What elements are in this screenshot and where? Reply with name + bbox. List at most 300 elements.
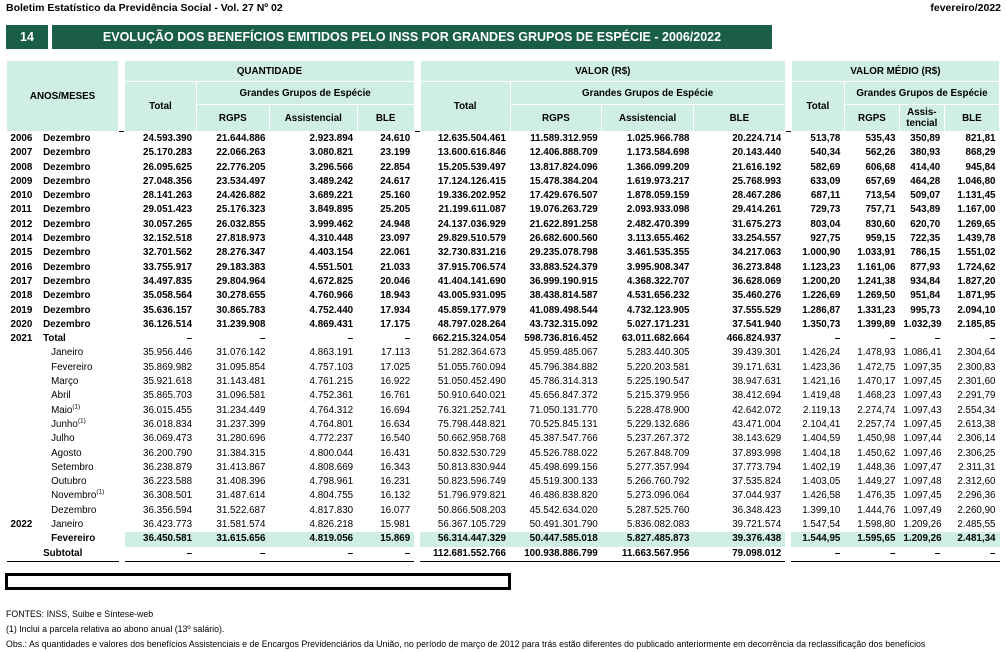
- value-cell: 43.732.315.092: [529, 318, 598, 330]
- average-cell: 2.185,85: [957, 318, 996, 330]
- quantity-cell: 25.205: [380, 204, 411, 216]
- table-row: [7, 389, 1000, 403]
- average-cell: 2.094,10: [957, 304, 996, 316]
- average-cell: 2.274,74: [857, 404, 896, 416]
- month-cell: Março: [51, 376, 79, 388]
- average-cell: 1.403,05: [802, 476, 841, 488]
- value-cell: 5.827.485.873: [602, 532, 694, 546]
- year-cell: 2016: [10, 261, 33, 273]
- value-cell: 29.414.261: [732, 204, 782, 216]
- month-cell: Dezembro: [43, 190, 91, 202]
- value-cell: 38.412.694: [732, 390, 782, 402]
- quantity-cell: 31.095.854: [216, 361, 266, 373]
- month-cell: Total: [43, 333, 66, 345]
- quantity-cell: 4.752.440: [309, 304, 354, 316]
- quantity-cell: 16.634: [380, 418, 411, 430]
- average-cell: 945,84: [965, 161, 996, 173]
- avg-rgps-header: RGPS: [844, 105, 899, 132]
- quantity-cell: 16.694: [380, 404, 411, 416]
- quantity-cell: 21.644.886: [196, 132, 269, 147]
- value-cell: 45.542.634.020: [529, 504, 598, 516]
- quantity-cell: 33.755.917: [143, 261, 193, 273]
- quantity-cell: 15.981: [380, 519, 411, 531]
- value-cell: 1.366.099.209: [626, 161, 690, 173]
- value-cell: 45.859.177.979: [437, 304, 507, 316]
- highlight-frame: [5, 573, 511, 590]
- quantity-cell: 35.869.982: [143, 361, 193, 373]
- value-cell: 4.732.123.905: [626, 304, 690, 316]
- average-cell: 803,04: [810, 218, 841, 230]
- quantity-cell: 4.808.669: [309, 461, 354, 473]
- average-cell: –: [834, 333, 841, 345]
- quantity-cell: 31.237.399: [216, 418, 266, 430]
- value-cell: 12.635.504.461: [420, 132, 510, 147]
- average-cell: 786,15: [910, 247, 941, 259]
- table-row: [7, 232, 1000, 246]
- quantity-cell: 3.849.895: [309, 204, 354, 216]
- month-cell: Agosto: [51, 447, 82, 459]
- publication-title: Boletim Estatístico da Previdência Social - Vol. 27 Nº 02: [6, 2, 283, 14]
- month-cell: Dezembro: [43, 218, 91, 230]
- month-cell: Fevereiro: [51, 533, 96, 545]
- value-cell: 33.254.557: [732, 233, 782, 245]
- quantity-cell: 3.689.221: [309, 190, 354, 202]
- quantity-cell: 35.956.446: [143, 347, 193, 359]
- table-number: 14: [6, 25, 48, 49]
- quantity-cell: –: [347, 333, 354, 345]
- value-cell: 35.460.276: [732, 290, 782, 302]
- quantity-cell: –: [404, 333, 411, 345]
- average-cell: 2.311,31: [958, 461, 996, 473]
- value-header: VALOR (R$): [420, 61, 785, 82]
- month-cell: Janeiro: [51, 347, 84, 359]
- quantity-cell: 35.921.618: [143, 376, 193, 388]
- average-cell: 868,29: [965, 147, 996, 159]
- quantity-cell: 36.356.594: [143, 504, 193, 516]
- quantity-cell: 29.183.383: [216, 261, 266, 273]
- average-cell: 1.097,45: [903, 418, 942, 430]
- month-cell: Dezembro: [43, 147, 91, 159]
- quantity-cell: 35.058.564: [143, 290, 193, 302]
- benefits-table: [6, 60, 1000, 562]
- value-cell: 50.910.640.021: [437, 390, 507, 402]
- value-cell: 11.589.312.959: [510, 132, 602, 147]
- average-cell: 722,35: [910, 233, 941, 245]
- quantity-cell: 27.818.973: [216, 233, 266, 245]
- year-cell: 2008: [10, 161, 33, 173]
- average-cell: 1.468,23: [857, 390, 896, 402]
- average-cell: 1.595,65: [844, 532, 899, 546]
- average-cell: 830,60: [865, 218, 896, 230]
- average-cell: 2.312,60: [957, 476, 996, 488]
- year-cell: [7, 532, 40, 546]
- average-cell: 1.097,44: [903, 433, 942, 445]
- average-cell: 2.104,41: [802, 418, 841, 430]
- average-cell: 1.478,93: [857, 347, 896, 359]
- table-row: [7, 218, 1000, 232]
- value-cell: 50.447.585.018: [510, 532, 602, 546]
- month-cell: Dezembro: [43, 233, 91, 245]
- average-cell: 1.598,80: [857, 519, 896, 531]
- quantity-cell: 24.948: [380, 218, 411, 230]
- year-cell: [7, 447, 40, 461]
- year-cell: 2019: [10, 304, 33, 316]
- value-cell: 29.235.078.798: [529, 247, 598, 259]
- table-row: [7, 432, 1000, 446]
- value-cell: 42.642.072: [732, 404, 782, 416]
- quantity-cell: 4.819.056: [269, 532, 357, 546]
- quantity-cell: 26.095.625: [143, 161, 193, 173]
- val-ble-header: BLE: [693, 105, 785, 132]
- table-row: [7, 375, 1000, 389]
- value-cell: 5.836.082.083: [626, 519, 690, 531]
- average-cell: 729,73: [810, 204, 841, 216]
- value-cell: 70.525.845.131: [529, 418, 598, 430]
- quantity-cell: 25.160: [380, 190, 411, 202]
- table-row: [7, 532, 1000, 546]
- quantity-cell: 23.097: [380, 233, 411, 245]
- value-cell: 3.995.908.347: [626, 261, 690, 273]
- value-cell: 28.467.286: [732, 190, 782, 202]
- average-cell: 657,69: [865, 175, 896, 187]
- year-cell: 2020: [10, 318, 33, 330]
- quantity-cell: 4.761.215: [309, 376, 354, 388]
- quantity-cell: 4.817.830: [309, 504, 354, 516]
- value-cell: 3.113.655.462: [627, 233, 690, 245]
- month-cell: Outubro: [51, 476, 87, 488]
- month-cell: Maio$^{(1)}$: [51, 403, 81, 416]
- quantity-cell: 28.141.263: [143, 190, 193, 202]
- value-cell: 50.832.530.729: [437, 447, 507, 459]
- average-cell: 1.269,65: [957, 218, 996, 230]
- average-cell: 1.000,90: [802, 247, 841, 259]
- month-cell: Dezembro: [43, 175, 91, 187]
- average-cell: 1.269,50: [857, 290, 896, 302]
- value-cell: 36.348.423: [732, 504, 782, 516]
- table-row: [7, 489, 1000, 503]
- year-cell: 2022: [10, 519, 33, 531]
- value-cell: 4.531.656.232: [626, 290, 690, 302]
- avg-value-header: VALOR MÉDIO (R$): [791, 61, 999, 82]
- value-cell: 17.429.676.507: [529, 190, 598, 202]
- qty-assist-header: Assistencial: [269, 105, 357, 132]
- quantity-cell: 36.450.581: [125, 532, 196, 546]
- average-cell: 350,89: [899, 132, 944, 147]
- quantity-cell: 2.923.894: [269, 132, 357, 147]
- value-cell: 5.277.357.994: [626, 461, 690, 473]
- year-cell: [7, 361, 40, 375]
- quantity-cell: 32.152.518: [143, 233, 193, 245]
- value-cell: 15.478.384.204: [529, 175, 598, 187]
- quantity-cell: 16.431: [380, 447, 411, 459]
- average-cell: 2.301,60: [957, 376, 996, 388]
- qty-subgroup-header: Grandes Grupos de Espécie: [196, 82, 414, 105]
- value-cell: 1.878.059.159: [626, 190, 690, 202]
- qty-ble-header: BLE: [357, 105, 414, 132]
- average-cell: 713,54: [865, 190, 896, 202]
- quantity-cell: 17.025: [380, 361, 411, 373]
- quantity-cell: 24.610: [357, 132, 414, 147]
- value-cell: 5.273.096.064: [626, 490, 690, 502]
- average-cell: 1.724,62: [957, 261, 996, 273]
- average-cell: 934,84: [910, 275, 941, 287]
- value-cell: 50.491.301.790: [529, 519, 598, 531]
- year-cell: [7, 475, 40, 489]
- value-cell: 46.486.838.820: [529, 490, 598, 502]
- avg-ble-header: BLE: [944, 105, 999, 132]
- month-cell: Novembro$^{(1)}$: [51, 489, 105, 502]
- quantity-cell: 17.175: [380, 318, 411, 330]
- quantity-cell: 24.617: [380, 175, 411, 187]
- value-cell: 71.050.131.770: [529, 404, 598, 416]
- table-row: [7, 418, 1000, 432]
- year-cell: [7, 389, 40, 403]
- quantity-cell: 31.487.614: [216, 490, 266, 502]
- value-cell: 56.314.447.329: [420, 532, 510, 546]
- footnote-marker: (1): [77, 417, 86, 425]
- average-cell: 1.419,48: [802, 390, 841, 402]
- table-row: [7, 361, 1000, 375]
- average-cell: 1.046,80: [957, 175, 996, 187]
- value-cell: 37.773.794: [732, 461, 782, 473]
- value-cell: 50.662.958.768: [437, 433, 507, 445]
- value-cell: 79.098.012: [693, 547, 785, 562]
- value-cell: 39.171.631: [732, 361, 782, 373]
- average-cell: 1.449,27: [857, 476, 896, 488]
- quantity-cell: 16.077: [380, 504, 411, 516]
- month-cell: Dezembro: [43, 204, 91, 216]
- footnote-marker: (1): [72, 403, 81, 411]
- average-cell: 1.161,06: [857, 261, 896, 273]
- average-cell: 2.260,90: [957, 504, 996, 516]
- month-cell: Julho: [51, 433, 75, 445]
- value-cell: 5.225.190.547: [626, 376, 690, 388]
- average-cell: 633,09: [810, 175, 841, 187]
- year-cell: [7, 504, 40, 518]
- average-cell: 513,78: [791, 132, 844, 147]
- value-cell: 39.721.574: [732, 519, 782, 531]
- average-cell: 1.426,24: [802, 347, 841, 359]
- month-cell: Subtotal: [39, 547, 119, 562]
- average-cell: 1.226,69: [802, 290, 841, 302]
- table-row: [7, 318, 1000, 332]
- table-row: [7, 547, 1000, 562]
- average-cell: 2.306,25: [957, 447, 996, 459]
- quantity-cell: 15.869: [357, 532, 414, 546]
- quantity-cell: 30.057.265: [143, 218, 193, 230]
- average-cell: 380,93: [910, 147, 941, 159]
- value-cell: 5.215.379.956: [626, 390, 690, 402]
- value-cell: 4.368.322.707: [626, 275, 690, 287]
- average-cell: 995,73: [910, 304, 941, 316]
- quantity-cell: 29.051.423: [143, 204, 193, 216]
- average-cell: 1.551,02: [957, 247, 996, 259]
- average-cell: 1.423,36: [802, 361, 841, 373]
- quantity-cell: 17.934: [380, 304, 411, 316]
- quantity-cell: 16.540: [380, 433, 411, 445]
- average-cell: 535,43: [844, 132, 899, 147]
- quantity-cell: 30.865.783: [216, 304, 266, 316]
- quantity-cell: 16.231: [380, 476, 411, 488]
- observation-note: Obs.: As quantidades e valores dos benefícios Assistenciais e de Encargos Previdenciários da União, no período de março de 2012 para trás estão diferentes do publicado anteriormente em decorrência da reclassificação dos benefícios: [6, 639, 926, 649]
- footnote-marker: (1): [96, 489, 105, 497]
- value-cell: 51.050.452.490: [437, 376, 507, 388]
- val-rgps-header: RGPS: [510, 105, 602, 132]
- quantity-cell: 31.076.142: [216, 347, 266, 359]
- value-cell: 36.999.190.915: [529, 275, 598, 287]
- val-assist-header: Assistencial: [602, 105, 694, 132]
- table-body: [7, 132, 1000, 562]
- quantity-cell: 4.760.966: [309, 290, 354, 302]
- average-cell: 2.300,83: [957, 361, 996, 373]
- quantity-cell: 31.096.581: [216, 390, 266, 402]
- quantity-cell: –: [269, 547, 357, 562]
- table-row: [7, 161, 1000, 175]
- value-cell: 11.663.567.956: [602, 547, 694, 562]
- month-cell: Dezembro: [43, 261, 91, 273]
- value-cell: 41.089.498.544: [529, 304, 598, 316]
- table-row: [7, 475, 1000, 489]
- value-cell: 37.915.706.574: [437, 261, 507, 273]
- value-cell: 45.387.547.766: [529, 433, 598, 445]
- table-row: [7, 504, 1000, 518]
- quantity-cell: –: [260, 333, 266, 345]
- year-cell: 2021: [10, 333, 33, 345]
- average-cell: –: [791, 547, 844, 562]
- quantity-cell: 36.423.773: [143, 519, 193, 531]
- value-cell: 5.237.267.372: [626, 433, 690, 445]
- average-cell: 1.241,38: [857, 275, 896, 287]
- month-cell: Setembro: [51, 461, 94, 473]
- average-cell: 2.291,79: [957, 390, 996, 402]
- value-cell: 45.959.485.067: [529, 347, 598, 359]
- average-cell: 1.450,98: [857, 433, 896, 445]
- quantity-cell: 4.826.218: [309, 519, 354, 531]
- value-cell: 5.283.440.305: [626, 347, 690, 359]
- year-cell: 2015: [10, 247, 33, 259]
- average-cell: 1.350,73: [802, 318, 841, 330]
- value-cell: 19.336.202.952: [437, 190, 507, 202]
- month-cell: Dezembro: [43, 290, 91, 302]
- value-cell: 5.287.525.760: [626, 504, 690, 516]
- quantity-cell: 32.701.562: [143, 247, 193, 259]
- table-row: [7, 146, 1000, 160]
- average-cell: 959,15: [865, 233, 896, 245]
- qty-total-header: Total: [125, 82, 196, 132]
- average-cell: 562,26: [865, 147, 896, 159]
- value-cell: 29.829.510.579: [437, 233, 507, 245]
- average-cell: 1.097,49: [903, 504, 942, 516]
- value-cell: 45.498.699.156: [529, 461, 598, 473]
- quantity-cell: 4.403.154: [309, 247, 354, 259]
- value-cell: 34.217.063: [732, 247, 782, 259]
- value-cell: 56.367.105.729: [437, 519, 507, 531]
- quantity-cell: 22.066.263: [216, 147, 266, 159]
- quantity-cell: 22.061: [380, 247, 411, 259]
- quantity-cell: 22.776.205: [216, 161, 266, 173]
- month-cell: Dezembro: [51, 504, 97, 516]
- quantity-cell: 36.015.455: [143, 404, 193, 416]
- year-cell: [7, 418, 40, 432]
- table-row: [7, 175, 1000, 189]
- value-cell: 12.406.888.709: [529, 147, 598, 159]
- quantity-cell: 35.865.703: [143, 390, 193, 402]
- value-cell: 37.044.937: [732, 490, 782, 502]
- average-cell: 1.097,43: [903, 404, 942, 416]
- value-cell: 15.205.539.497: [437, 161, 507, 173]
- quantity-cell: 4.863.191: [309, 347, 354, 359]
- value-cell: 37.893.998: [732, 447, 782, 459]
- quantity-cell: 36.069.473: [143, 433, 193, 445]
- value-cell: 37.535.824: [732, 476, 782, 488]
- year-cell: 2010: [10, 190, 33, 202]
- year-cell: 2014: [10, 233, 33, 245]
- quantity-cell: 22.854: [380, 161, 411, 173]
- footnotes: [6, 607, 925, 652]
- value-cell: 50.813.830.944: [437, 461, 507, 473]
- average-cell: 1.426,58: [802, 490, 841, 502]
- average-cell: 1.209,26: [899, 532, 944, 546]
- value-cell: 39.439.301: [732, 347, 782, 359]
- month-cell: Abril: [51, 390, 71, 402]
- table-row: [7, 132, 1000, 147]
- year-cell: [7, 489, 40, 503]
- average-cell: –: [889, 333, 896, 345]
- avg-assist-header: Assis- tencial: [899, 105, 944, 132]
- source-note: FONTES: INSS, Suibe e Síntese-web: [6, 609, 154, 619]
- year-cell: 2012: [10, 218, 33, 230]
- average-cell: 509,07: [910, 190, 941, 202]
- quantity-cell: 16.343: [380, 461, 411, 473]
- value-cell: 63.011.682.664: [621, 333, 690, 345]
- month-cell: Dezembro: [39, 132, 119, 147]
- average-cell: 1.472,75: [857, 361, 896, 373]
- value-cell: 38.438.814.587: [529, 290, 598, 302]
- average-cell: 1.033,91: [857, 247, 896, 259]
- publication-date: fevereiro/2022: [930, 2, 1001, 14]
- value-cell: 100.938.886.799: [510, 547, 602, 562]
- average-cell: 1.097,45: [903, 376, 942, 388]
- average-cell: 620,70: [910, 218, 941, 230]
- average-cell: 927,75: [810, 233, 841, 245]
- average-cell: 1.421,16: [802, 376, 841, 388]
- quantity-cell: 31.384.315: [216, 447, 266, 459]
- value-cell: 19.076.263.729: [529, 204, 598, 216]
- year-cell: 2017: [10, 275, 33, 287]
- value-cell: 50.823.596.749: [437, 476, 507, 488]
- month-cell: Dezembro: [43, 304, 91, 316]
- value-cell: 3.461.535.355: [626, 247, 690, 259]
- quantity-cell: 20.046: [380, 275, 411, 287]
- average-cell: 2.613,38: [957, 418, 996, 430]
- average-cell: 1.331,23: [857, 304, 896, 316]
- average-cell: 1.404,59: [802, 433, 841, 445]
- quantity-cell: 3.296.566: [309, 161, 354, 173]
- val-total-header: Total: [420, 82, 510, 132]
- average-cell: 2.306,14: [957, 433, 996, 445]
- table-row: [7, 332, 1000, 346]
- table-row: [7, 461, 1000, 475]
- average-cell: 606,68: [865, 161, 896, 173]
- quantity-cell: 4.310.448: [309, 233, 354, 245]
- value-cell: 33.883.524.379: [529, 261, 598, 273]
- value-cell: 31.675.273: [732, 218, 782, 230]
- value-cell: 45.526.788.022: [529, 447, 598, 459]
- value-cell: 45.786.314.313: [529, 376, 598, 388]
- average-cell: 1.097,46: [903, 447, 942, 459]
- year-cell: [7, 404, 40, 418]
- quantity-cell: 23.534.497: [216, 175, 266, 187]
